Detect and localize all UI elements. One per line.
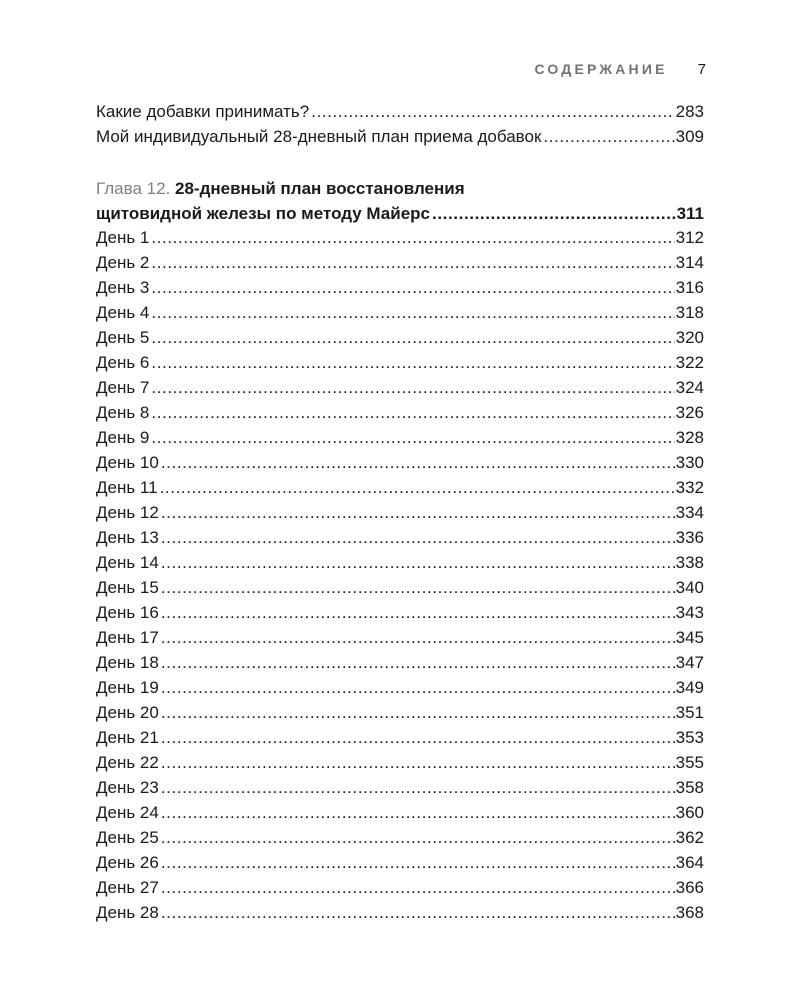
day-entry-page: 338 [675, 553, 704, 572]
day-entry[interactable] [96, 500, 704, 525]
chapter-title-line2: щитовидной железы по методу Майерс [96, 204, 430, 223]
leader-dots [161, 500, 675, 525]
chapter-label: Глава 12. [96, 179, 171, 198]
day-entry-label: День 15 [96, 578, 159, 597]
day-entry-label: День 28 [96, 903, 159, 922]
day-entry-page: 362 [675, 828, 704, 847]
chapter-title-line1: 28-дневный план восстановления [175, 179, 465, 198]
day-entry-page: 366 [675, 878, 704, 897]
day-entry-label: День 4 [96, 303, 150, 322]
leader-dots [161, 825, 675, 850]
leader-dots [161, 525, 675, 550]
leader-dots [161, 650, 675, 675]
day-entry[interactable] [96, 600, 704, 625]
leader-dots [161, 575, 675, 600]
day-entry-page: 347 [675, 653, 704, 672]
leader-dots [311, 99, 674, 124]
day-entry-label: День 20 [96, 703, 159, 722]
day-entry-page: 364 [675, 853, 704, 872]
day-entry[interactable] [96, 650, 704, 675]
leader-dots [161, 450, 675, 475]
day-entry[interactable] [96, 425, 704, 450]
leader-dots [432, 201, 676, 226]
day-entry-label: День 10 [96, 453, 159, 472]
day-entry-page: 355 [675, 753, 704, 772]
day-entry[interactable] [96, 800, 704, 825]
leader-dots [151, 250, 674, 275]
day-entry-page: 358 [675, 778, 704, 797]
chapter-heading-line1 [96, 176, 704, 201]
toc-entry-label: Какие добавки принимать? [96, 102, 310, 121]
toc-top-entries [96, 99, 704, 149]
day-entry-page: 340 [675, 578, 704, 597]
running-title: СОДЕРЖАНИЕ [534, 61, 668, 77]
leader-dots [151, 425, 674, 450]
leader-dots [161, 750, 675, 775]
toc-entry-label: Мой индивидуальный 28-дневный план приема добавок [96, 127, 542, 146]
day-entry[interactable] [96, 250, 704, 275]
leader-dots [151, 300, 674, 325]
day-entry[interactable] [96, 475, 704, 500]
day-entry-page: 351 [675, 703, 704, 722]
day-entry-label: День 6 [96, 353, 150, 372]
leader-dots [161, 725, 675, 750]
day-entry-label: День 19 [96, 678, 159, 697]
day-entry-label: День 7 [96, 378, 150, 397]
day-entry[interactable] [96, 225, 704, 250]
day-entry-label: День 2 [96, 253, 150, 272]
leader-dots [151, 375, 674, 400]
chapter-heading[interactable] [96, 176, 704, 226]
day-entry-page: 332 [675, 478, 704, 497]
day-entry-page: 316 [675, 278, 704, 297]
leader-dots [151, 275, 674, 300]
leader-dots [161, 900, 675, 925]
day-entry-page: 349 [675, 678, 704, 697]
day-entry[interactable] [96, 825, 704, 850]
leader-dots [161, 800, 675, 825]
page-number: 7 [697, 61, 706, 78]
day-entry-page: 353 [675, 728, 704, 747]
leader-dots [151, 400, 674, 425]
day-entry-page: 312 [675, 228, 704, 247]
day-entry-page: 336 [675, 528, 704, 547]
leader-dots [151, 225, 674, 250]
day-entry[interactable] [96, 675, 704, 700]
day-entry-page: 343 [675, 603, 704, 622]
day-entry-label: День 21 [96, 728, 159, 747]
day-entry-label: День 25 [96, 828, 159, 847]
day-entry-label: День 9 [96, 428, 150, 447]
leader-dots [543, 124, 674, 149]
day-entry-page: 320 [675, 328, 704, 347]
day-entry-page: 326 [675, 403, 704, 422]
day-entry[interactable] [96, 725, 704, 750]
day-entry-label: День 23 [96, 778, 159, 797]
day-entry[interactable] [96, 900, 704, 925]
day-entry-label: День 14 [96, 553, 159, 572]
day-entry-label: День 8 [96, 403, 150, 422]
toc-entry-page: 309 [675, 127, 704, 146]
day-entry-label: День 16 [96, 603, 159, 622]
day-entry-label: День 5 [96, 328, 150, 347]
day-entry[interactable] [96, 375, 704, 400]
day-entry[interactable] [96, 350, 704, 375]
day-entry[interactable] [96, 400, 704, 425]
leader-dots [161, 850, 675, 875]
day-entry-page: 345 [675, 628, 704, 647]
day-entry[interactable] [96, 850, 704, 875]
day-entry[interactable] [96, 625, 704, 650]
day-entry[interactable] [96, 750, 704, 775]
leader-dots [161, 600, 675, 625]
day-entry[interactable] [96, 775, 704, 800]
leader-dots [161, 700, 675, 725]
leader-dots [151, 350, 674, 375]
day-entry[interactable] [96, 525, 704, 550]
day-entry-page: 324 [675, 378, 704, 397]
leader-dots [161, 625, 675, 650]
day-entry-page: 330 [675, 453, 704, 472]
day-entry[interactable] [96, 275, 704, 300]
day-entry-label: День 18 [96, 653, 159, 672]
day-entry[interactable] [96, 325, 704, 350]
day-entry[interactable] [96, 300, 704, 325]
leader-dots [161, 550, 675, 575]
day-entry-page: 322 [675, 353, 704, 372]
day-entry-label: День 26 [96, 853, 159, 872]
toc-entry-page: 283 [675, 102, 704, 121]
day-entry-label: День 1 [96, 228, 150, 247]
day-entry-page: 334 [675, 503, 704, 522]
day-entry[interactable] [96, 875, 704, 900]
day-entry-page: 314 [675, 253, 704, 272]
day-entry-label: День 22 [96, 753, 159, 772]
day-entry-label: День 11 [96, 478, 158, 497]
day-entry-label: День 24 [96, 803, 159, 822]
day-entry-label: День 17 [96, 628, 159, 647]
day-entry-page: 318 [675, 303, 704, 322]
toc-entry[interactable] [96, 99, 704, 124]
day-entry-page: 328 [675, 428, 704, 447]
day-entry-label: День 27 [96, 878, 159, 897]
day-entry-label: День 3 [96, 278, 150, 297]
day-entry-label: День 13 [96, 528, 159, 547]
leader-dots [161, 775, 675, 800]
leader-dots [151, 325, 674, 350]
toc-entry[interactable] [96, 124, 704, 149]
day-entries [96, 225, 704, 925]
day-entry[interactable] [96, 450, 704, 475]
day-entry[interactable] [96, 575, 704, 600]
day-entry[interactable] [96, 700, 704, 725]
running-head [534, 61, 706, 78]
day-entry-label: День 12 [96, 503, 159, 522]
leader-dots [160, 475, 675, 500]
day-entry-page: 360 [675, 803, 704, 822]
chapter-page: 311 [676, 204, 704, 223]
day-entry-page: 368 [675, 903, 704, 922]
chapter-heading-line2 [96, 201, 704, 226]
day-entry[interactable] [96, 550, 704, 575]
leader-dots [161, 675, 675, 700]
leader-dots [161, 875, 675, 900]
